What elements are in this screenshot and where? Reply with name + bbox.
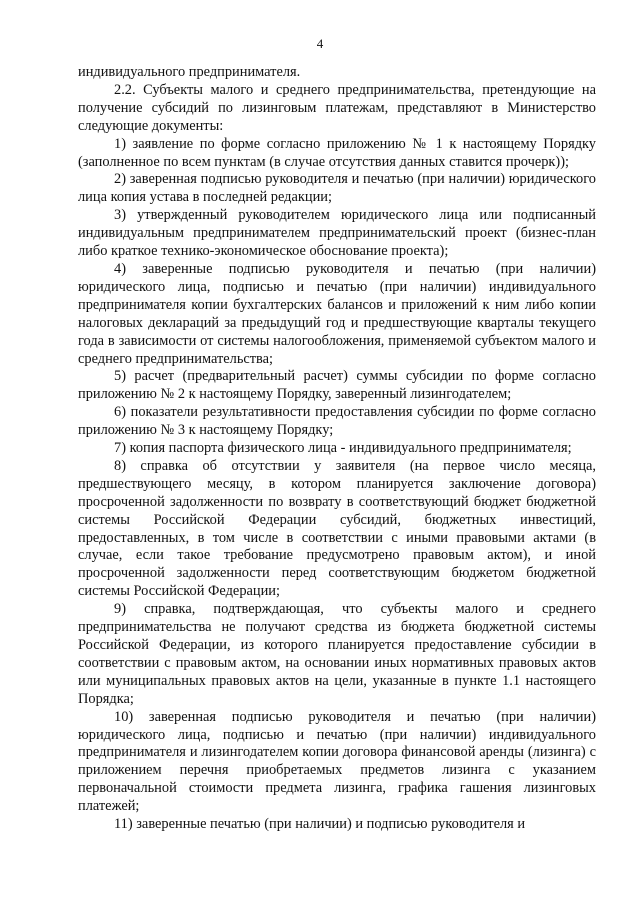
list-item-8: 8) справка об отсутствии у заявителя (на первое число месяца, предшествующего месяцу, в котором планируется заключение договора) просроченной задолженности по возврату в соответствующий бюджет бюджетной системы Российской Федерации субсидий, бюджетных инвестиций, предоставленных, в том числе в соответствии с иными правовыми актами (в случае, если такое требование предусмотрено правовым актом), и иной просроченной задолженности перед соответствующим бюджетом бюджетной системы Российской Федерации; [78, 457, 596, 600]
paragraph-2-2: 2.2. Субъекты малого и среднего предпринимательства, претендующие на получение субсидий по лизинговым платежам, представляют в Министерство следующие документы: [78, 81, 596, 134]
list-item-6: 6) показатели результативности предоставления субсидии по форме согласно приложению № 3 к настоящему Порядку; [78, 404, 596, 439]
list-item-10: 10) заверенная подписью руководителя и печатью (при наличии) юридического лица, подписью и печатью (при наличии) индивидуального предпринимателя и лизингодателем копии договора финансовой аренды (лизинга) с приложением перечня приобретаемых предметов лизинга с указанием первоначальной стоимости предмета лизинга, графика гашения лизинговых платежей; [78, 708, 596, 815]
list-item-4: 4) заверенные подписью руководителя и печатью (при наличии) юридического лица, подписью и печатью (при наличии) индивидуального предпринимателя копии бухгалтерских балансов и приложений к ним либо копии налоговых деклараций за предыдущий год и предшествующие кварталы текущего года в зависимости от системы налогообложения, применяемой субъектом малого и среднего предпринимательства; [78, 260, 596, 367]
page-number: 4 [316, 36, 324, 51]
list-item-5: 5) расчет (предварительный расчет) суммы субсидии по форме согласно приложению № 2 к настоящему Порядку, заверенный лизингодателем; [78, 368, 596, 403]
list-item-9: 9) справка, подтверждающая, что субъекты малого и среднего предпринимательства не получают средства из бюджета бюджетной системы Российской Федерации, из которого планируется предоставление субсидии в соответствии с правовым актом, на основании иных нормативных правовых актов или муниципальных правовых актов на цели, указанные в пункте 1.1 настоящего Порядка; [78, 601, 596, 707]
list-item-1: 1) заявление по форме согласно приложению № 1 к настоящему Порядку (заполненное по всем пунктам (в случае отсутствия данных ставится прочерк)); [78, 135, 596, 170]
list-item-3: 3) утвержденный руководителем юридического лица или подписанный индивидуальным предпринимателем предпринимательский проект (бизнес-план либо краткое технико-экономическое обоснование проекта); [78, 207, 596, 260]
list-item-11: 11) заверенные печатью (при наличии) и подписью руководителя и [114, 816, 526, 833]
list-item-7: 7) копия паспорта физического лица - индивидуального предпринимателя; [114, 440, 572, 457]
document-body [78, 64, 596, 834]
list-item-2: 2) заверенная подписью руководителя и печатью (при наличии) юридического лица копия устава в последней редакции; [78, 171, 596, 206]
paragraph-continuation: индивидуального предпринимателя. [78, 64, 301, 80]
